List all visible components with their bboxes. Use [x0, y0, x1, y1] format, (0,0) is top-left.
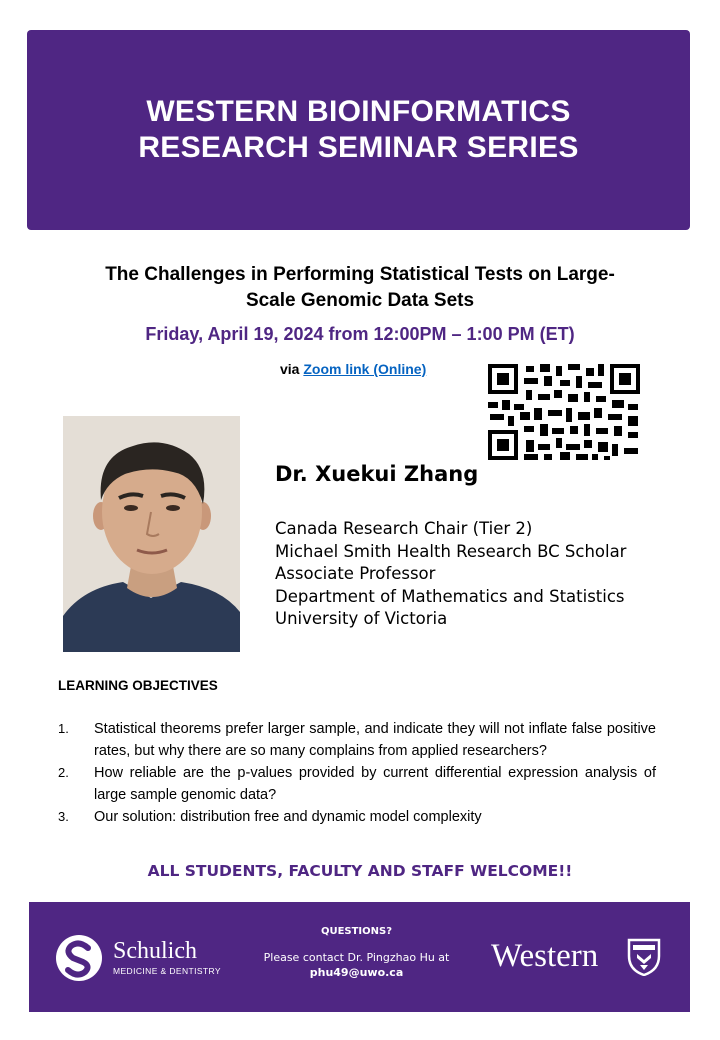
speaker-title-line: Canada Research Chair (Tier 2) [275, 519, 533, 538]
questions-heading: QUESTIONS? [320, 926, 393, 937]
speaker-title-line: University of Victoria [275, 609, 448, 628]
contact-email[interactable]: phu49@uwo.ca [309, 966, 404, 979]
via-line [280, 361, 426, 377]
schulich-wordmark: Schulich [113, 938, 197, 964]
schulich-subtitle: MEDICINE & DENTISTRY [113, 966, 221, 976]
list-item-number: 3. [58, 809, 69, 824]
list-item-text: How reliable are the p-values provided by current differential expression analysis of large sample genomic data? [94, 765, 656, 803]
speaker-name: Dr. Xuekui Zhang [275, 462, 479, 486]
header-banner [27, 30, 690, 230]
footer-banner [29, 902, 690, 1012]
event-date: Friday, April 19, 2024 from 12:00PM – 1:00 PM (ET) [145, 324, 575, 344]
questions-block [249, 926, 464, 979]
list-item-number: 2. [58, 765, 69, 780]
speaker-titles [275, 518, 695, 631]
list-item [58, 718, 656, 762]
series-title-line-2: RESEARCH SEMINAR SERIES [138, 131, 579, 164]
objectives-list [58, 718, 656, 828]
talk-title [60, 262, 660, 314]
western-wordmark: Western [491, 938, 599, 974]
speaker-photo [63, 416, 240, 652]
zoom-link[interactable]: Zoom link (Online) [303, 361, 427, 377]
list-item-number: 1. [58, 721, 69, 736]
talk-title-line-1: The Challenges in Performing Statistical Tests on Large- [105, 264, 615, 285]
list-item [58, 806, 656, 828]
schulich-logo [55, 932, 235, 982]
speaker-title-line: Associate Professor [275, 564, 436, 583]
western-logo [491, 938, 671, 980]
talk-title-line-2: Scale Genomic Data Sets [245, 290, 475, 311]
western-crest-icon [627, 938, 661, 976]
list-item-text: Our solution: distribution free and dynamic model complexity [94, 809, 482, 825]
via-prefix: via [280, 361, 300, 377]
list-item-text: Statistical theorems prefer larger sample, and indicate they will not inflate false positive rates, but why there are so many complains from applied researchers? [94, 721, 656, 759]
objectives-heading: LEARNING OBJECTIVES [58, 678, 218, 693]
welcome-message: ALL STUDENTS, FACULTY AND STAFF WELCOME!! [147, 862, 573, 880]
list-item [58, 762, 656, 806]
qr-code-icon[interactable] [488, 364, 640, 460]
series-title-line-1: WESTERN BIOINFORMATICS [146, 95, 571, 128]
schulich-s-icon [55, 934, 103, 982]
speaker-title-line: Department of Mathematics and Statistics [275, 586, 625, 606]
speaker-title-line: Michael Smith Health Research BC Scholar [275, 541, 627, 561]
questions-contact: Please contact Dr. Pingzhao Hu at [263, 951, 450, 964]
